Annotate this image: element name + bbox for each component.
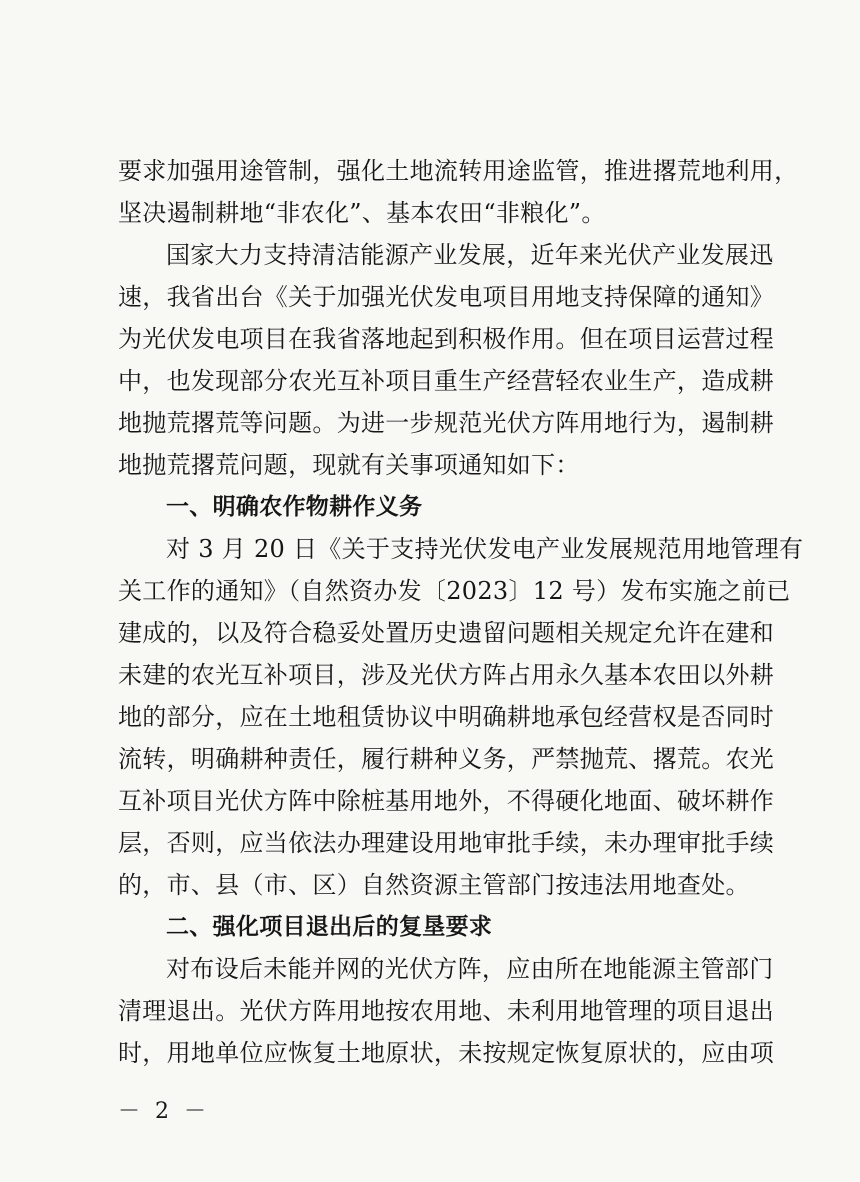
text-line: 速，我省出台《关于加强光伏发电项目用地支持保障的通知》 — [118, 283, 775, 311]
document-body — [118, 150, 804, 1074]
paragraph-start-line: 对布设后未能并网的光伏方阵，应由所在地能源主管部门 — [166, 955, 774, 983]
text-line: 为光伏发电项目在我省落地起到积极作用。但在项目运营过程 — [118, 325, 775, 353]
section-heading-1: 一、明确农作物耕作义务 — [166, 494, 423, 520]
text-line: 地的部分，应在土地租赁协议中明确耕地承包经营权是否同时 — [118, 703, 775, 731]
text-line: 层，否则，应当依法办理建设用地审批手续，未办理审批手续 — [118, 829, 775, 857]
text-line: 建成的，以及符合稳妥处置历史遗留问题相关规定允许在建和 — [118, 619, 775, 647]
paragraph-start-line: 对 3 月 20 日《关于支持光伏发电产业发展规范用地管理有 — [166, 535, 804, 563]
text-line: 时，用地单位应恢复土地原状，未按规定恢复原状的，应由项 — [118, 1039, 775, 1067]
section-heading-2: 二、强化项目退出后的复垦要求 — [166, 914, 493, 940]
text-line: 未建的农光互补项目，涉及光伏方阵占用永久基本农田以外耕 — [118, 661, 775, 689]
text-line: 中，也发现部分农光互补项目重生产经营轻农业生产，造成耕 — [118, 367, 775, 395]
text-line: 要求加强用途管制，强化土地流转用途监管，推进撂荒地利用， — [118, 157, 799, 185]
text-line: 坚决遏制耕地“非农化”、基本农田“非粮化”。 — [118, 199, 606, 227]
paragraph-start-line: 国家大力支持清洁能源产业发展，近年来光伏产业发展迅 — [166, 241, 774, 269]
text-line: 流转，明确耕种责任，履行耕种义务，严禁抛荒、撂荒。农光 — [118, 745, 775, 773]
text-line: 关工作的通知》（自然资办发〔2023〕12 号）发布实施之前已 — [118, 577, 791, 605]
text-line: 清理退出。光伏方阵用地按农用地、未利用地管理的项目退出 — [118, 997, 775, 1025]
text-line: 的，市、县（市、区）自然资源主管部门按违法用地查处。 — [118, 871, 750, 899]
text-line: 地抛荒撂荒等问题。为进一步规范光伏方阵用地行为，遏制耕 — [118, 409, 775, 437]
text-line: 互补项目光伏方阵中除桩基用地外，不得硬化地面、破坏耕作 — [118, 787, 775, 815]
page-number: － 2 － — [118, 1099, 210, 1124]
text-line: 地抛荒撂荒问题，现就有关事项通知如下： — [118, 451, 580, 479]
